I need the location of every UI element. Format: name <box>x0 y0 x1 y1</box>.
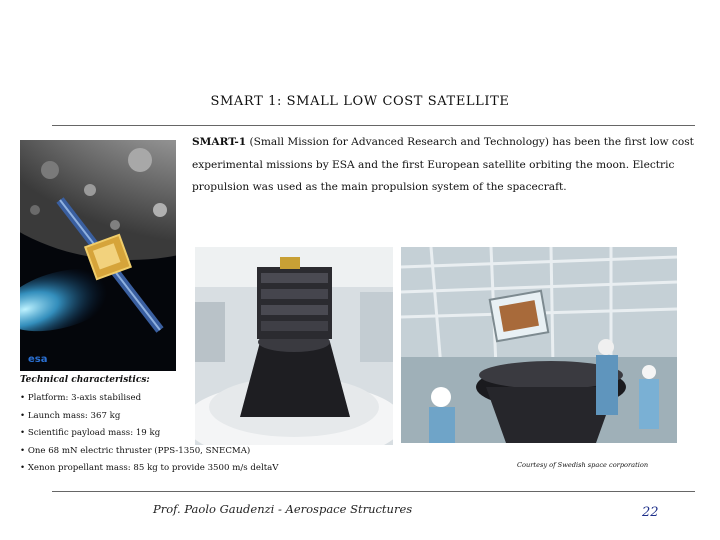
footer-author: Prof. Paolo Gaudenzi - Aerospace Structures <box>153 502 413 516</box>
tech-item: • One 68 mN electric thruster (PPS-1350, SNECMA) <box>20 443 279 461</box>
image-courtesy: Courtesy of Swedish space corporation <box>517 461 649 469</box>
page-number: 22 <box>642 505 659 520</box>
esa-logo: esa <box>28 354 48 365</box>
intro-acronym: SMART-1 <box>192 136 247 148</box>
bottom-divider <box>52 491 695 492</box>
intro-text: (Small Mission for Advanced Research and Technology) has been the first low cost experimental missions by ESA and the first European satellite orbiting the moon. Electric propulsion was used as the main propulsion system of the spacecraft. <box>192 136 694 193</box>
clean-room-photo <box>401 247 677 443</box>
tech-list <box>20 390 279 478</box>
intro-paragraph <box>192 131 717 199</box>
tech-item: • Xenon propellant mass: 85 kg to provide 3500 m/s deltaV <box>20 460 279 478</box>
tech-item: • Scientific payload mass: 19 kg <box>20 425 279 443</box>
top-divider <box>52 125 695 126</box>
tech-item: • Launch mass: 367 kg <box>20 408 279 426</box>
slide-title: SMART 1: SMALL LOW COST SATELLITE <box>210 94 510 109</box>
smart1-moon-illustration <box>20 140 176 371</box>
tech-heading: Technical characteristics: <box>20 375 150 385</box>
tech-item: • Platform: 3-axis stabilised <box>20 390 279 408</box>
